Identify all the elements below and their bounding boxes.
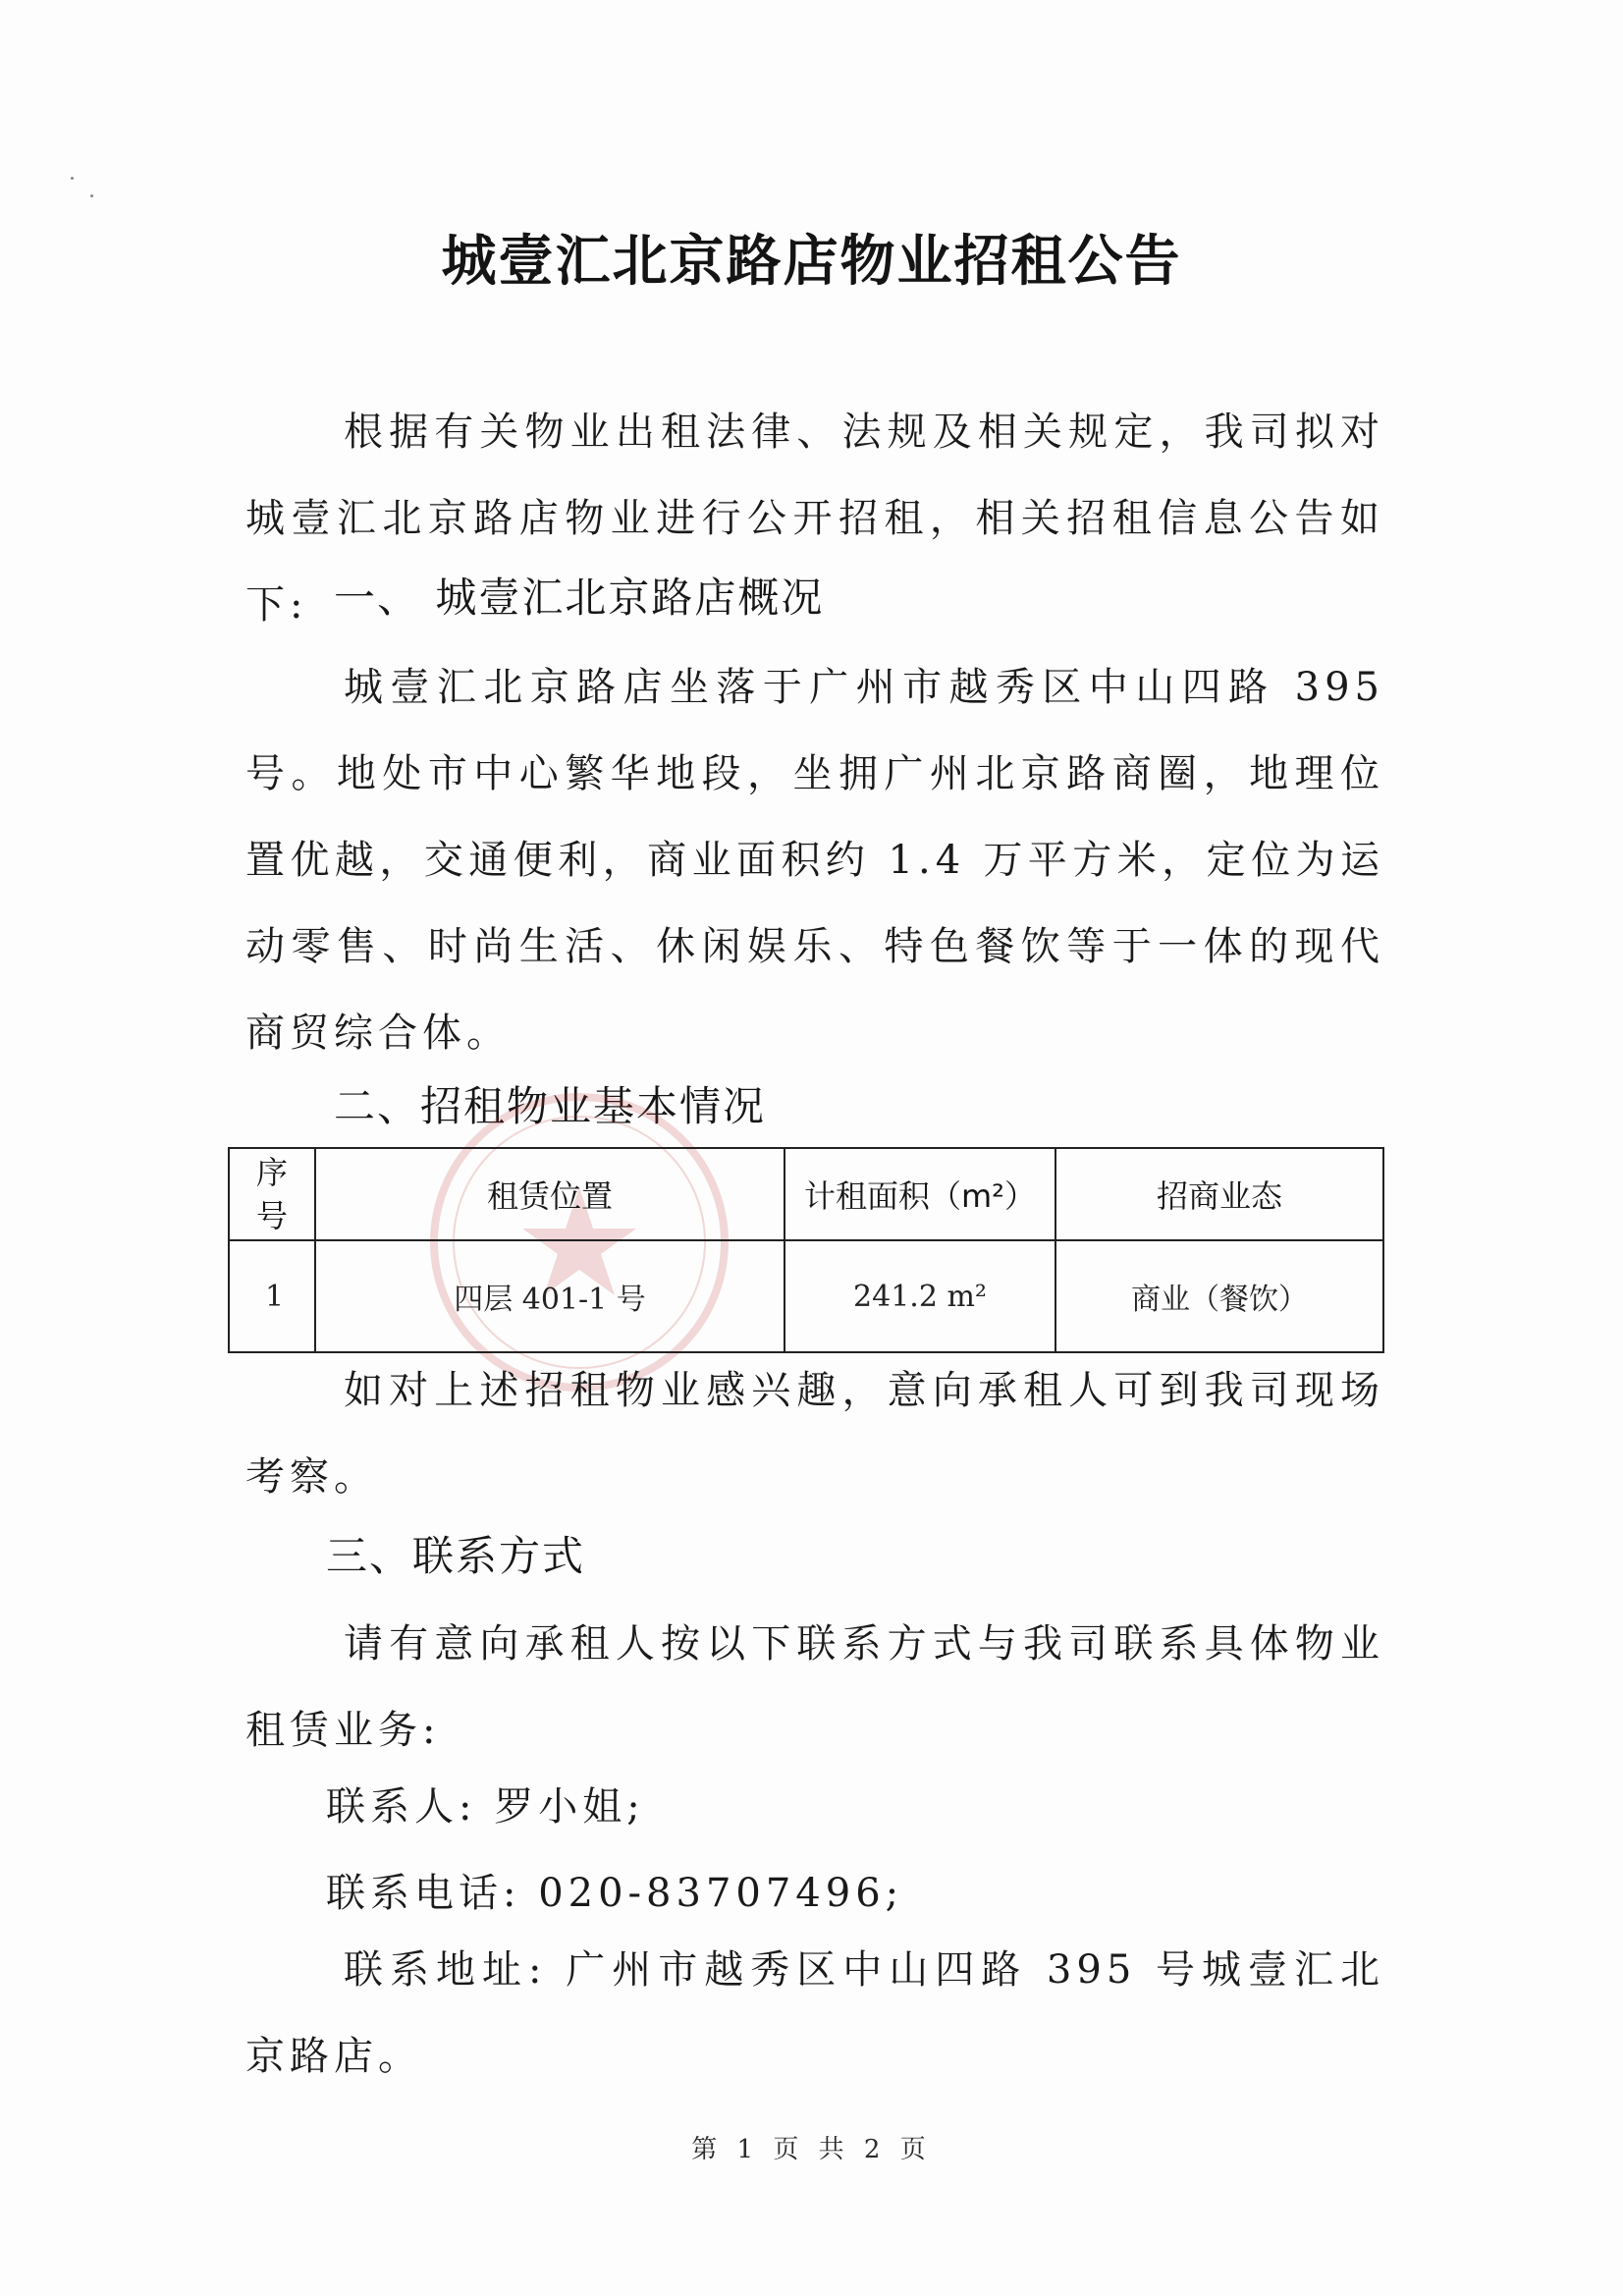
section1-body: 城壹汇北京路店坐落于广州市越秀区中山四路 395 号。地处市中心繁华地段，坐拥广州北京路商圈，地理位置优越，交通便利，商业面积约 1.4 万平方米，定位为运动零售、时尚生活、休闲娱乐、特色餐饮等于一体的现代商贸综合体。: [245, 665, 1384, 1056]
header-location: 租赁位置: [315, 1148, 784, 1240]
contact-person: 联系人: 罗小姐;: [326, 1784, 645, 1830]
table-header-row: [229, 1148, 1383, 1240]
contact-address: 联系地址: 广州市越秀区中山四路 395 号城壹汇北京路店。: [245, 1947, 1384, 2079]
section1-heading: 一、 城壹汇北京路店概况: [334, 574, 825, 622]
header-business: 招商业态: [1055, 1148, 1383, 1240]
cell-seq: 1: [229, 1240, 315, 1352]
cell-business: 商业（餐饮）: [1055, 1240, 1383, 1352]
header-seq-label: 序号: [255, 1154, 288, 1234]
section3-heading: 三、联系方式: [326, 1532, 586, 1580]
cell-location: 四层 401-1 号: [315, 1240, 784, 1352]
page-title: 城壹汇北京路店物业招租公告: [441, 230, 1182, 294]
header-seq: [229, 1148, 315, 1240]
contact-phone: 联系电话: 020-83707496;: [326, 1871, 904, 1916]
page-number: 第 1 页 共 2 页: [691, 2135, 932, 2164]
section2-note: 如对上述招租物业感兴趣，意向承租人可到我司现场考察。: [245, 1368, 1384, 1500]
intro-paragraph: 根据有关物业出租法律、法规及相关规定，我司拟对城壹汇北京路店物业进行公开招租，相关招租信息公告如下:: [245, 410, 1384, 628]
scan-speck: [71, 177, 74, 180]
table-row: [229, 1240, 1383, 1352]
section2-heading: 二、招租物业基本情况: [334, 1082, 767, 1130]
cell-area: 241.2 m²: [784, 1240, 1055, 1352]
scan-speck: [90, 194, 93, 197]
section3-body: 请有意向承租人按以下联系方式与我司联系具体物业租赁业务:: [245, 1621, 1384, 1753]
header-area: 计租面积（m²）: [784, 1148, 1055, 1240]
property-table: [228, 1147, 1384, 1353]
